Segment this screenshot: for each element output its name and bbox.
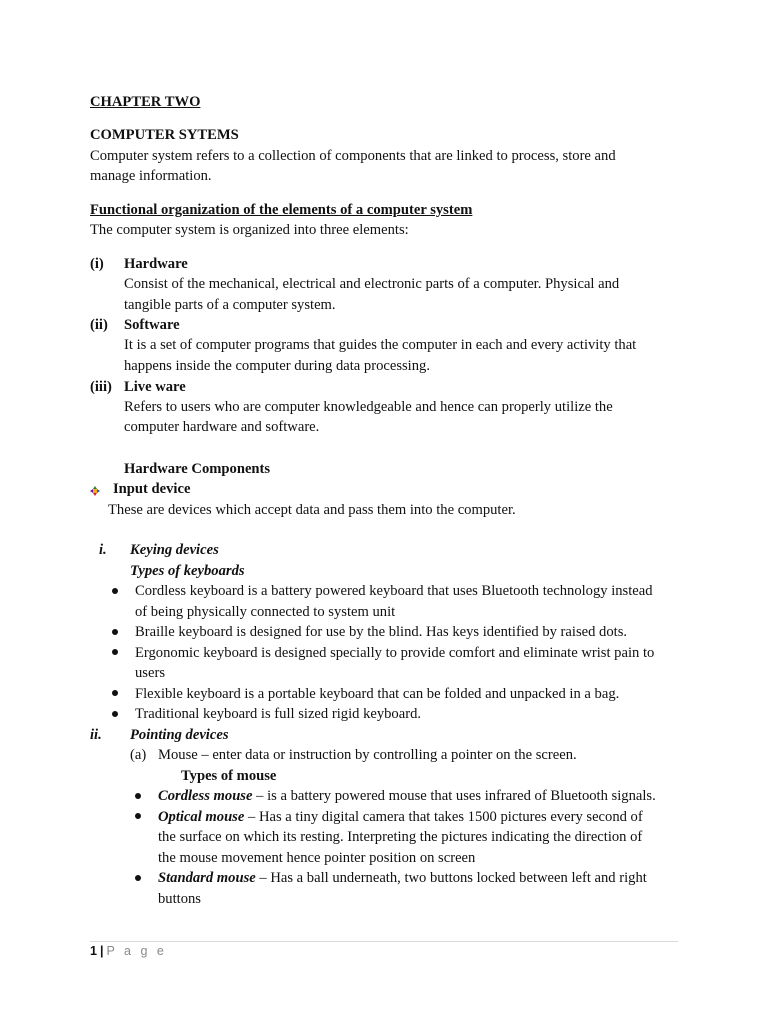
- mouse-item-standard: [158, 868, 647, 889]
- pointing-number: ii.: [90, 727, 102, 743]
- footer-separator: |: [99, 944, 104, 958]
- mouse-desc-line: – Has a tiny digital camera that takes 1500 pictures every second of: [244, 809, 643, 825]
- mouse-types-heading: Types of mouse: [181, 768, 277, 784]
- bullet-icon: [112, 629, 118, 635]
- mouse-desc-line: the mouse movement hence pointer position on screen: [158, 850, 476, 866]
- hardware-components-heading: Hardware Components: [124, 461, 271, 477]
- bullet-icon: [112, 690, 118, 696]
- functional-heading: Functional organization of the elements of a computer system: [90, 202, 473, 218]
- keyboard-item-line: users: [135, 665, 165, 681]
- mouse-desc-line: buttons: [158, 891, 201, 907]
- keyboard-item-line: of being physically connected to system unit: [135, 604, 396, 620]
- mouse-item-text: Mouse – enter data or instruction by controlling a pointer on the screen.: [158, 747, 577, 763]
- element-desc-line: computer hardware and software.: [124, 419, 320, 435]
- keyboard-item-line: Ergonomic keyboard is designed specially to provide comfort and eliminate wrist pain to: [135, 645, 655, 661]
- element-desc-line: tangible parts of a computer system.: [124, 297, 336, 313]
- chapter-heading: CHAPTER TWO: [90, 94, 201, 110]
- input-device-desc: These are devices which accept data and pass them into the computer.: [108, 502, 516, 518]
- section-title: COMPUTER SYTEMS: [90, 127, 239, 143]
- page-footer: [90, 943, 167, 959]
- bullet-icon: [112, 649, 118, 655]
- keying-devices-title: Keying devices: [130, 542, 219, 558]
- keyboard-item-line: Flexible keyboard is a portable keyboard that can be folded and unpacked in a bag.: [135, 686, 620, 702]
- mouse-term: Optical mouse: [158, 809, 245, 825]
- element-title-software: Software: [124, 317, 180, 333]
- intro-line-2: manage information.: [90, 168, 212, 184]
- mouse-desc-line: the surface on which its resting. Interpreting the pictures indicating the direction of: [158, 829, 643, 845]
- element-number: (ii): [90, 317, 108, 333]
- element-desc-line: Refers to users who are computer knowledgeable and hence can properly utilize the: [124, 399, 613, 415]
- keying-number: i.: [99, 542, 107, 558]
- intro-line-1: Computer system refers to a collection of components that are linked to process, store and: [90, 148, 616, 164]
- pointing-devices-title: Pointing devices: [130, 727, 229, 743]
- footer-divider: [90, 941, 678, 942]
- keyboard-types-subtitle: Types of keyboards: [130, 563, 245, 579]
- page-number: 1: [90, 944, 97, 958]
- page-label: P a g e: [106, 944, 167, 958]
- mouse-term: Cordless mouse: [158, 788, 253, 804]
- bullet-icon: [112, 588, 118, 594]
- keyboard-item-line: Cordless keyboard is a battery powered keyboard that uses Bluetooth technology instead: [135, 583, 653, 599]
- element-title-liveware: Live ware: [124, 379, 186, 395]
- mouse-term: Standard mouse: [158, 870, 256, 886]
- element-title-hardware: Hardware: [124, 256, 188, 272]
- keyboard-item-line: Braille keyboard is designed for use by the blind. Has keys identified by raised dots.: [135, 624, 628, 640]
- element-desc-line: It is a set of computer programs that guides the computer in each and every activity that: [124, 337, 637, 353]
- bullet-icon: [135, 875, 141, 881]
- element-desc-line: Consist of the mechanical, electrical and electronic parts of a computer. Physical and: [124, 276, 620, 292]
- element-number: (i): [90, 256, 104, 272]
- mouse-item-number: (a): [130, 747, 147, 763]
- mouse-item-cordless: [158, 786, 656, 807]
- element-desc-line: happens inside the computer during data processing.: [124, 358, 430, 374]
- keyboard-item-line: Traditional keyboard is full sized rigid keyboard.: [135, 706, 422, 722]
- bullet-icon: [112, 711, 118, 717]
- bullet-icon: [135, 793, 141, 799]
- mouse-desc-line: – Has a ball underneath, two buttons locked between left and right: [255, 870, 647, 886]
- mouse-item-optical: [158, 807, 643, 828]
- four-arrow-bullet-icon: [89, 485, 101, 497]
- element-number: (iii): [90, 379, 112, 395]
- input-device-heading: Input device: [113, 481, 191, 497]
- mouse-desc-line: – is a battery powered mouse that uses infrared of Bluetooth signals.: [252, 788, 656, 804]
- functional-intro: The computer system is organized into three elements:: [90, 222, 409, 238]
- bullet-icon: [135, 813, 141, 819]
